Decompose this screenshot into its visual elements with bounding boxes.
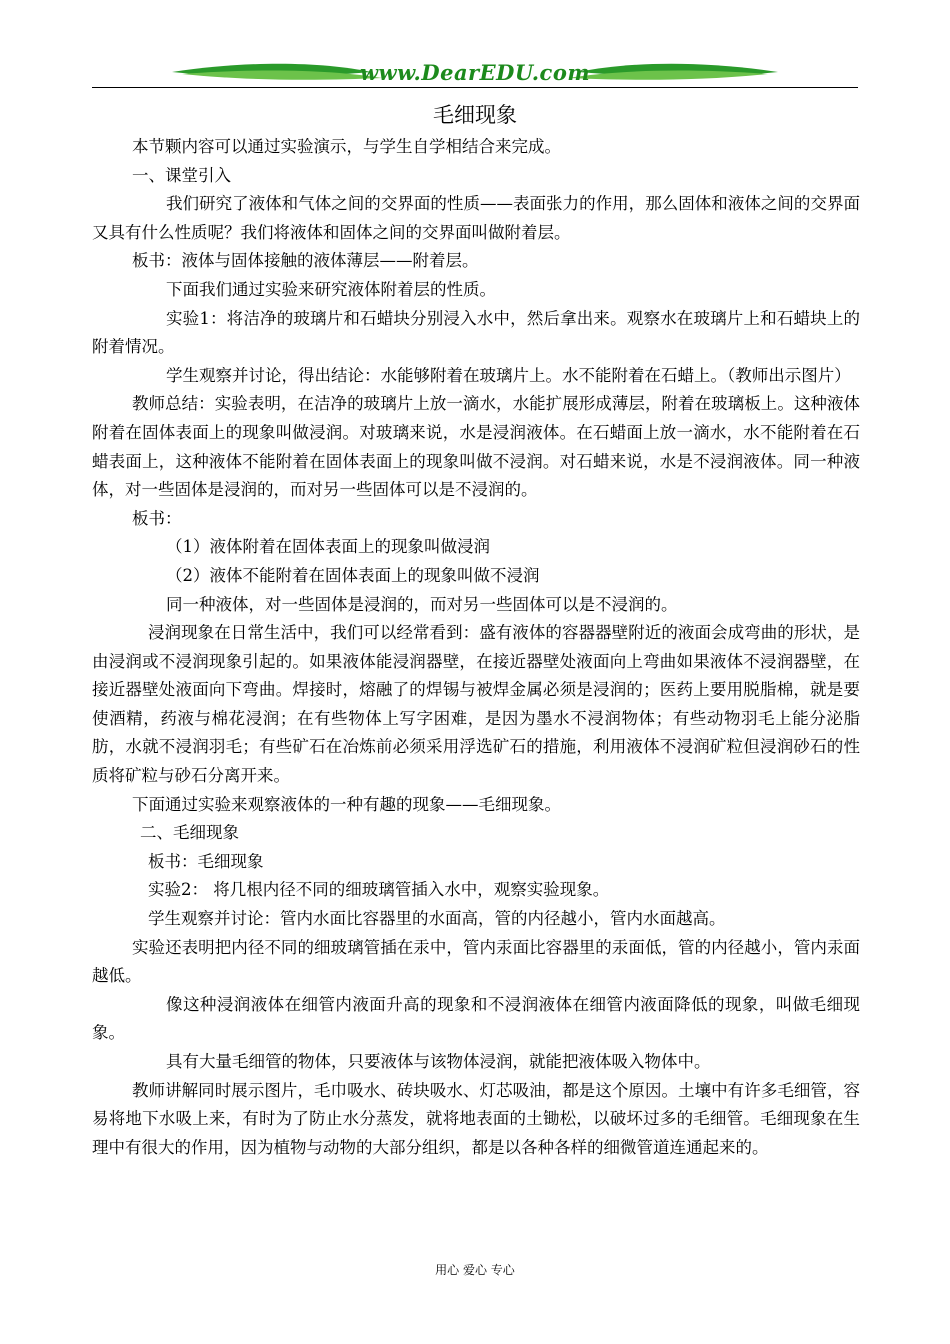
paragraph: 像这种浸润液体在细管内液面升高的现象和不浸润液体在细管内液面降低的现象，叫做毛细现象。: [92, 994, 860, 1043]
site-logo-text: www.DearEDU.com: [359, 60, 591, 85]
paragraph: 浸润现象在日常生活中，我们可以经常看到：盛有液体的容器器壁附近的液面会成弯曲的形状，是由浸润或不浸润现象引起的。如果液体能浸润器壁，在接近器壁处液面向上弯曲如果液体不浸润器壁，在接近器壁处液面向下弯曲。焊接时，熔融了的焊锡与被焊金属必须是浸润的；医药上要用脱脂棉，就是要使酒精，药液与棉花浸润；在有些物体上写字困难，是因为墨水不浸润物体；有些动物羽毛上能分泌脂肪，水就不浸润羽毛；有些矿石在冶炼前必须采用浮选矿石的措施，利用液体不浸润矿粒但浸润砂石的性质将矿粒与砂石分离开来。: [92, 623, 860, 786]
paragraph: 下面通过实验来观察液体的一种有趣的现象——毛细现象。: [132, 794, 561, 814]
paragraph: 学生观察并讨论，得出结论：水能够附着在玻璃片上。水不能附着在石蜡上。（教师出示图片）: [166, 365, 851, 385]
paragraph: 板书：液体与固体接触的液体薄层——附着层。: [132, 251, 479, 271]
site-header-banner: [92, 58, 858, 94]
paragraph: （1）液体附着在固体表面上的现象叫做浸润: [166, 537, 490, 557]
header-rule: [92, 87, 858, 88]
paragraph: （2）液体不能附着在固体表面上的现象叫做不浸润: [166, 565, 540, 585]
paragraph: 本节颗内容可以通过实验演示，与学生自学相结合来完成。: [132, 137, 561, 156]
paragraph: 实验还表明把内径不同的细玻璃管插在汞中，管内汞面比容器里的汞面低，管的内径越小，管内汞面越低。: [92, 937, 860, 986]
paragraph: 实验1：将洁净的玻璃片和石蜡块分别浸入水中，然后拿出来。观察水在玻璃片上和石蜡块上的附着情况。: [92, 308, 860, 357]
paragraph: 二、毛细现象: [140, 823, 239, 843]
paragraph: 我们研究了液体和气体之间的交界面的性质——表面张力的作用，那么固体和液体之间的交界面又具有什么性质呢？我们将液体和固体之间的交界面叫做附着层。: [92, 194, 860, 242]
page-footer: 用心 爱心 专心: [435, 1263, 515, 1277]
paragraph: 具有大量毛细管的物体，只要液体与该物体浸润，就能把液体吸入物体中。: [166, 1052, 711, 1071]
paragraph: 实验2： 将几根内径不同的细玻璃管插入水中，观察实验现象。: [148, 880, 610, 900]
paragraph: 学生观察并讨论：管内水面比容器里的水面高，管的内径越小，管内水面越高。: [148, 909, 726, 929]
paragraph: 一、课堂引入: [132, 165, 231, 185]
paragraph: 板书：: [132, 508, 182, 528]
page-title: 毛细现象: [433, 103, 517, 127]
paragraph: 教师总结：实验表明，在洁净的玻璃片上放一滴水，水能扩展形成薄层，附着在玻璃板上。这种液体附着在固体表面上的现象叫做浸润。对玻璃来说，水是浸润液体。在石蜡面上放一滴水，水不能附着在石蜡表面上，这种液体不能附着在固体表面上的现象叫做不浸润。对石蜡来说，水是不浸润液体。同一种液体，对一些固体是浸润的，而对另一些固体可以是不浸润的。: [92, 394, 860, 500]
paragraph: 下面我们通过实验来研究液体附着层的性质。: [166, 279, 496, 299]
paragraph: 教师讲解同时展示图片，毛巾吸水、砖块吸水、灯芯吸油，都是这个原因。土壤中有许多毛细管，容易将地下水吸上来，有时为了防止水分蒸发，就将地表面的土锄松，以破坏过多的毛细管。毛细现象在生理中有很大的作用，因为植物与动物的大部分组织，都是以各种各样的细微管道连通起来的。: [92, 1080, 860, 1157]
document-body: [92, 133, 860, 1162]
paragraph: 板书：毛细现象: [148, 851, 264, 871]
paragraph: 同一种液体，对一些固体是浸润的，而对另一些固体可以是不浸润的。: [166, 594, 678, 614]
